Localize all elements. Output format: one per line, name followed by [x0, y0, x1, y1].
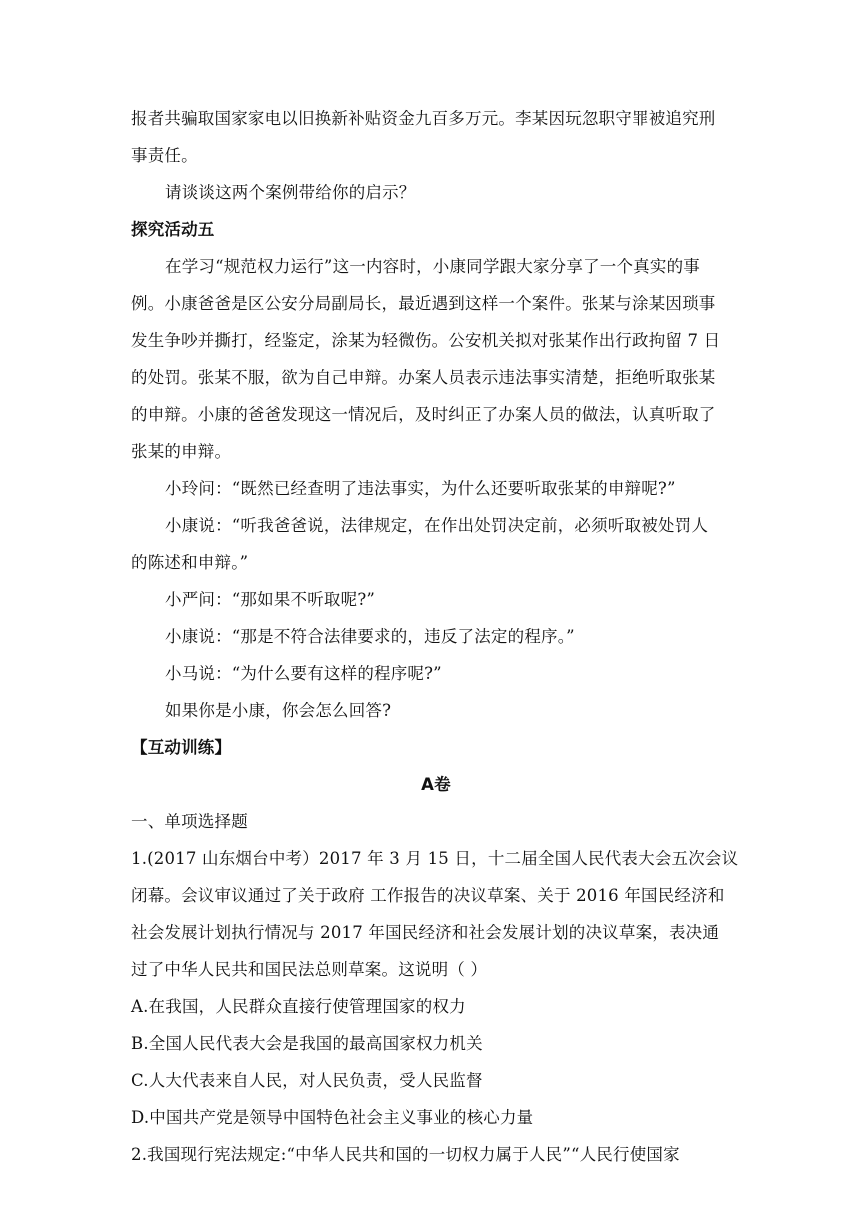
dialogue-line: 小康说：“听我爸爸说，法律规定，在作出处罚决定前，必须听取被处罚人: [165, 516, 709, 535]
document-page: [131, 100, 741, 1173]
activity-paragraph-line: 发生争吵并撕打，经鉴定，涂某为轻微伤。公安机关拟对张某作出行政拘留 7 日: [131, 331, 721, 350]
dialogue-line: 小玲问：“既然已经查明了违法事实，为什么还要听取张某的申辩呢?”: [165, 479, 676, 498]
activity-paragraph-line: 在学习“规范权力运行”这一内容时，小康同学跟大家分享了一个真实的事: [165, 257, 700, 276]
question-1-line: 过了中华人民共和国民法总则草案。这说明（ ）: [131, 960, 488, 979]
training-heading: 【互动训练】: [131, 738, 232, 757]
dialogue-line: 小马说：“为什么要有这样的程序呢?”: [165, 664, 442, 683]
dialogue-line: 小严问：“那如果不听取呢?”: [165, 590, 376, 609]
option-c: C.人大代表来自人民，对人民负责，受人民监督: [131, 1071, 483, 1090]
question-1-line: 社会发展计划执行情况与 2017 年国民经济和社会发展计划的决议草案，表决通: [131, 923, 720, 942]
section-title: 一、单项选择题: [131, 812, 248, 831]
option-d: D.中国共产党是领导中国特色社会主义事业的核心力量: [131, 1108, 534, 1127]
case-question: 请谈谈这两个案例带给你的启示？: [165, 183, 416, 202]
question-1-line: 闭幕。会议审议通过了关于政府 工作报告的决议草案、关于 2016 年国民经济和: [131, 886, 725, 905]
volume-title: A卷: [421, 775, 451, 794]
option-b: B.全国人民代表大会是我国的最高国家权力机关: [131, 1034, 483, 1053]
dialogue-line: 的陈述和申辩。”: [131, 553, 249, 572]
activity-paragraph-line: 张某的申辩。: [131, 442, 232, 461]
dialogue-line: 小康说：“那是不符合法律要求的，违反了法定的程序。”: [165, 627, 575, 646]
activity-question: 如果你是小康，你会怎么回答?: [165, 701, 392, 720]
question-2-line: 2.我国现行宪法规定:“中华人民共和国的一切权力属于人民”“人民行使国家: [131, 1145, 680, 1164]
activity-heading: 探究活动五: [131, 220, 215, 239]
case-text-line: 事责任。: [131, 146, 198, 165]
activity-paragraph-line: 的申辩。小康的爸爸发现这一情况后，及时纠正了办案人员的做法，认真听取了: [131, 405, 716, 424]
case-text-line: 报者共骗取国家家电以旧换新补贴资金九百多万元。李某因玩忽职守罪被追究刑: [131, 109, 716, 128]
question-1-line: 1.(2017 山东烟台中考）2017 年 3 月 15 日，十二届全国人民代表大会五次会议: [131, 849, 739, 868]
option-a: A.在我国，人民群众直接行使管理国家的权力: [131, 997, 466, 1016]
activity-paragraph-line: 的处罚。张某不服，欲为自己申辩。办案人员表示违法事实清楚，拒绝听取张某: [131, 368, 716, 387]
activity-paragraph-line: 例。小康爸爸是区公安分局副局长，最近遇到这样一个案件。张某与涂某因琐事: [131, 294, 716, 313]
